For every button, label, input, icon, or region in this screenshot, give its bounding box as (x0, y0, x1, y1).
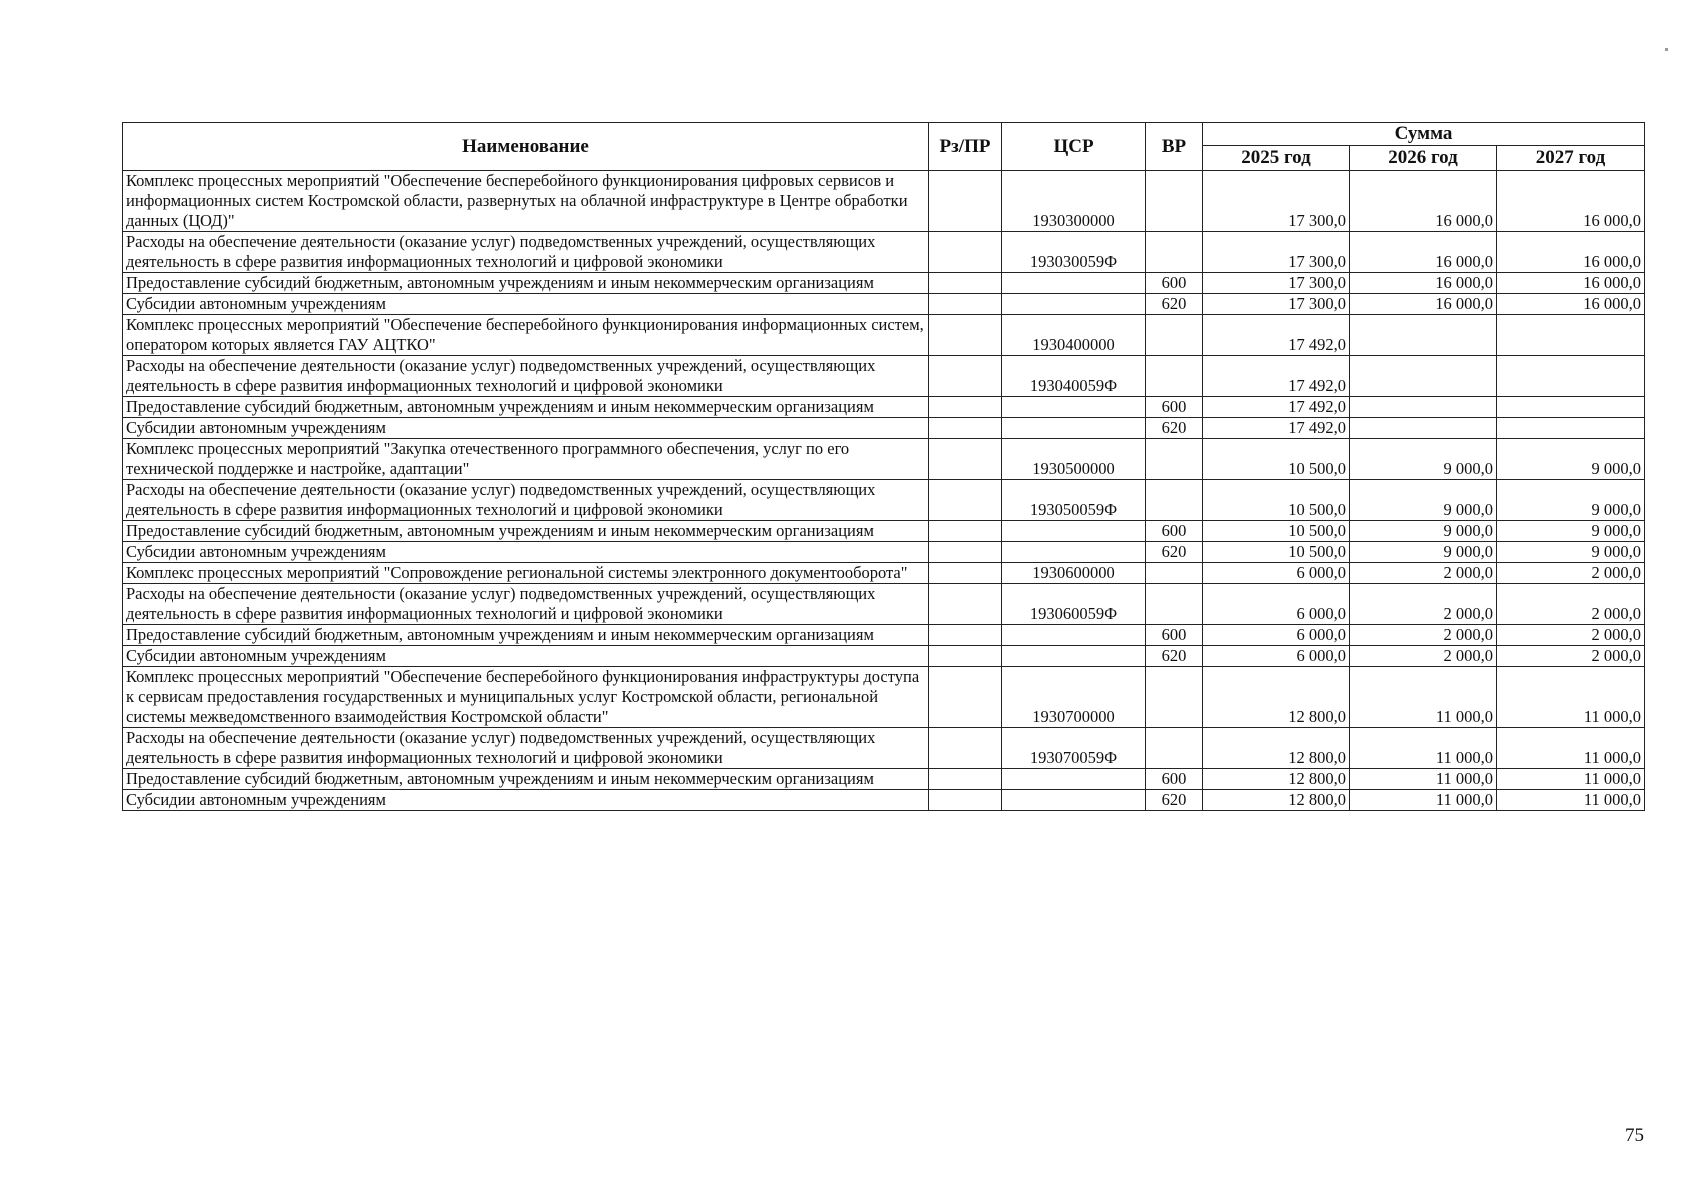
cell-vr: 620 (1146, 294, 1203, 315)
cell-csr (1002, 521, 1146, 542)
cell-2026 (1350, 356, 1497, 397)
table-row (123, 542, 1645, 563)
cell-2027: 16 000,0 (1497, 232, 1645, 273)
cell-2026: 11 000,0 (1350, 769, 1497, 790)
cell-name: Комплекс процессных мероприятий "Обеспечение бесперебойного функционирования цифровых сервисов и информационных систем Костромской области, развернутых на облачной инфраструктуре в Центре обработки данных (ЦОД)" (123, 171, 929, 232)
cell-2027 (1497, 397, 1645, 418)
table-row (123, 315, 1645, 356)
cell-rzpr (929, 769, 1002, 790)
cell-vr (1146, 480, 1203, 521)
cell-name: Расходы на обеспечение деятельности (оказание услуг) подведомственных учреждений, осуществляющих деятельность в сфере развития информационных технологий и цифровой экономики (123, 728, 929, 769)
cell-2025: 10 500,0 (1203, 439, 1350, 480)
cell-2025: 17 492,0 (1203, 315, 1350, 356)
cell-name: Предоставление субсидий бюджетным, автономным учреждениям и иным некоммерческим организациям (123, 769, 929, 790)
cell-vr (1146, 728, 1203, 769)
cell-vr: 600 (1146, 397, 1203, 418)
cell-2027: 11 000,0 (1497, 667, 1645, 728)
cell-2026: 9 000,0 (1350, 439, 1497, 480)
cell-name: Субсидии автономным учреждениям (123, 418, 929, 439)
table-row (123, 646, 1645, 667)
header-year-2025: 2025 год (1203, 146, 1350, 171)
cell-2026: 2 000,0 (1350, 625, 1497, 646)
table-row (123, 273, 1645, 294)
cell-2025: 17 300,0 (1203, 273, 1350, 294)
cell-2027: 16 000,0 (1497, 171, 1645, 232)
cell-name: Предоставление субсидий бюджетным, автономным учреждениям и иным некоммерческим организациям (123, 625, 929, 646)
cell-csr: 193030059Ф (1002, 232, 1146, 273)
cell-2027: 2 000,0 (1497, 563, 1645, 584)
cell-csr: 1930700000 (1002, 667, 1146, 728)
cell-rzpr (929, 625, 1002, 646)
table-row (123, 728, 1645, 769)
cell-name: Предоставление субсидий бюджетным, автономным учреждениям и иным некоммерческим организациям (123, 273, 929, 294)
cell-csr: 1930500000 (1002, 439, 1146, 480)
cell-2027: 11 000,0 (1497, 790, 1645, 811)
cell-2025: 17 492,0 (1203, 397, 1350, 418)
cell-2027: 9 000,0 (1497, 542, 1645, 563)
table-row (123, 294, 1645, 315)
table-row (123, 232, 1645, 273)
cell-name: Предоставление субсидий бюджетным, автономным учреждениям и иным некоммерческим организациям (123, 397, 929, 418)
cell-2025: 17 492,0 (1203, 356, 1350, 397)
cell-2026: 9 000,0 (1350, 521, 1497, 542)
cell-name: Комплекс процессных мероприятий "Обеспечение бесперебойного функционирования информационных систем, оператором которых является ГАУ АЦТКО" (123, 315, 929, 356)
cell-2027: 9 000,0 (1497, 439, 1645, 480)
table-row (123, 418, 1645, 439)
cell-2025: 6 000,0 (1203, 584, 1350, 625)
header-year-2027: 2027 год (1497, 146, 1645, 171)
scan-dot (1665, 48, 1668, 51)
cell-vr (1146, 667, 1203, 728)
cell-2025: 10 500,0 (1203, 521, 1350, 542)
cell-name: Расходы на обеспечение деятельности (оказание услуг) подведомственных учреждений, осуществляющих деятельность в сфере развития информационных технологий и цифровой экономики (123, 480, 929, 521)
table-row (123, 584, 1645, 625)
cell-csr: 193040059Ф (1002, 356, 1146, 397)
cell-2026: 9 000,0 (1350, 480, 1497, 521)
cell-2026: 11 000,0 (1350, 790, 1497, 811)
cell-2026: 16 000,0 (1350, 171, 1497, 232)
cell-name: Субсидии автономным учреждениям (123, 294, 929, 315)
cell-2025: 10 500,0 (1203, 480, 1350, 521)
cell-csr: 1930300000 (1002, 171, 1146, 232)
table-row (123, 480, 1645, 521)
cell-rzpr (929, 521, 1002, 542)
cell-2027: 9 000,0 (1497, 521, 1645, 542)
cell-csr (1002, 790, 1146, 811)
cell-name: Комплекс процессных мероприятий "Сопровождение региональной системы электронного документооборота" (123, 563, 929, 584)
cell-name: Субсидии автономным учреждениям (123, 646, 929, 667)
cell-2027 (1497, 418, 1645, 439)
cell-name: Комплекс процессных мероприятий "Закупка отечественного программного обеспечения, услуг по его технической поддержке и настройке, адаптации" (123, 439, 929, 480)
table-row (123, 397, 1645, 418)
cell-rzpr (929, 646, 1002, 667)
table-row (123, 563, 1645, 584)
page-number: 75 (1625, 1125, 1644, 1146)
cell-rzpr (929, 294, 1002, 315)
cell-2027: 2 000,0 (1497, 646, 1645, 667)
table-row (123, 171, 1645, 232)
cell-vr (1146, 563, 1203, 584)
cell-2025: 6 000,0 (1203, 646, 1350, 667)
cell-vr (1146, 439, 1203, 480)
header-name: Наименование (123, 123, 929, 171)
cell-rzpr (929, 273, 1002, 294)
cell-vr (1146, 171, 1203, 232)
cell-2027: 16 000,0 (1497, 273, 1645, 294)
cell-csr: 193060059Ф (1002, 584, 1146, 625)
table-header (123, 123, 1645, 171)
cell-rzpr (929, 480, 1002, 521)
header-sum: Сумма (1203, 123, 1645, 146)
cell-rzpr (929, 232, 1002, 273)
cell-csr (1002, 646, 1146, 667)
table-row (123, 439, 1645, 480)
cell-csr (1002, 273, 1146, 294)
cell-2025: 6 000,0 (1203, 625, 1350, 646)
cell-rzpr (929, 542, 1002, 563)
cell-rzpr (929, 356, 1002, 397)
cell-2026 (1350, 397, 1497, 418)
cell-vr: 620 (1146, 790, 1203, 811)
cell-rzpr (929, 439, 1002, 480)
cell-2027: 11 000,0 (1497, 769, 1645, 790)
cell-csr: 1930400000 (1002, 315, 1146, 356)
cell-csr (1002, 397, 1146, 418)
cell-2027: 11 000,0 (1497, 728, 1645, 769)
table-row (123, 790, 1645, 811)
cell-2026: 2 000,0 (1350, 646, 1497, 667)
cell-2025: 17 300,0 (1203, 171, 1350, 232)
cell-2026: 11 000,0 (1350, 728, 1497, 769)
cell-csr (1002, 418, 1146, 439)
header-vr: ВР (1146, 123, 1203, 171)
cell-vr: 600 (1146, 273, 1203, 294)
cell-csr: 193050059Ф (1002, 480, 1146, 521)
cell-2027: 16 000,0 (1497, 294, 1645, 315)
cell-2025: 17 300,0 (1203, 232, 1350, 273)
table-row (123, 521, 1645, 542)
cell-2026 (1350, 418, 1497, 439)
table-row (123, 667, 1645, 728)
cell-rzpr (929, 728, 1002, 769)
cell-2027 (1497, 315, 1645, 356)
cell-csr (1002, 294, 1146, 315)
cell-csr: 1930600000 (1002, 563, 1146, 584)
cell-2025: 10 500,0 (1203, 542, 1350, 563)
cell-vr (1146, 315, 1203, 356)
cell-rzpr (929, 315, 1002, 356)
cell-rzpr (929, 667, 1002, 728)
cell-csr (1002, 542, 1146, 563)
cell-rzpr (929, 171, 1002, 232)
cell-2025: 6 000,0 (1203, 563, 1350, 584)
cell-2025: 17 300,0 (1203, 294, 1350, 315)
cell-name: Предоставление субсидий бюджетным, автономным учреждениям и иным некоммерческим организациям (123, 521, 929, 542)
cell-2027 (1497, 356, 1645, 397)
cell-rzpr (929, 418, 1002, 439)
cell-2026: 2 000,0 (1350, 563, 1497, 584)
cell-name: Субсидии автономным учреждениям (123, 790, 929, 811)
cell-csr: 193070059Ф (1002, 728, 1146, 769)
cell-csr (1002, 769, 1146, 790)
cell-csr (1002, 625, 1146, 646)
cell-vr (1146, 232, 1203, 273)
cell-name: Комплекс процессных мероприятий "Обеспечение бесперебойного функционирования инфраструктуры доступа к сервисам предоставления государственных и муниципальных услуг Костромской области, региональной системы межведомственного взаимодействия Костромской области" (123, 667, 929, 728)
cell-vr (1146, 356, 1203, 397)
cell-2026: 11 000,0 (1350, 667, 1497, 728)
cell-2027: 9 000,0 (1497, 480, 1645, 521)
cell-rzpr (929, 584, 1002, 625)
cell-vr (1146, 584, 1203, 625)
cell-2026: 9 000,0 (1350, 542, 1497, 563)
cell-2026: 16 000,0 (1350, 273, 1497, 294)
cell-2026: 2 000,0 (1350, 584, 1497, 625)
cell-rzpr (929, 397, 1002, 418)
header-csr: ЦСР (1002, 123, 1146, 171)
table-row (123, 769, 1645, 790)
cell-2026 (1350, 315, 1497, 356)
cell-vr: 620 (1146, 646, 1203, 667)
cell-2027: 2 000,0 (1497, 625, 1645, 646)
cell-2025: 12 800,0 (1203, 667, 1350, 728)
cell-vr: 620 (1146, 542, 1203, 563)
header-rzpr: Рз/ПР (929, 123, 1002, 171)
cell-name: Расходы на обеспечение деятельности (оказание услуг) подведомственных учреждений, осуществляющих деятельность в сфере развития информационных технологий и цифровой экономики (123, 232, 929, 273)
cell-name: Расходы на обеспечение деятельности (оказание услуг) подведомственных учреждений, осуществляющих деятельность в сфере развития информационных технологий и цифровой экономики (123, 356, 929, 397)
budget-table (122, 122, 1645, 811)
cell-vr: 600 (1146, 769, 1203, 790)
cell-2026: 16 000,0 (1350, 232, 1497, 273)
cell-rzpr (929, 790, 1002, 811)
cell-rzpr (929, 563, 1002, 584)
table-row (123, 356, 1645, 397)
cell-2025: 17 492,0 (1203, 418, 1350, 439)
cell-2026: 16 000,0 (1350, 294, 1497, 315)
cell-2027: 2 000,0 (1497, 584, 1645, 625)
table-body (123, 171, 1645, 811)
cell-vr: 620 (1146, 418, 1203, 439)
cell-vr: 600 (1146, 625, 1203, 646)
cell-2025: 12 800,0 (1203, 790, 1350, 811)
header-year-2026: 2026 год (1350, 146, 1497, 171)
cell-name: Субсидии автономным учреждениям (123, 542, 929, 563)
table-row (123, 625, 1645, 646)
cell-vr: 600 (1146, 521, 1203, 542)
cell-2025: 12 800,0 (1203, 728, 1350, 769)
cell-name: Расходы на обеспечение деятельности (оказание услуг) подведомственных учреждений, осуществляющих деятельность в сфере развития информационных технологий и цифровой экономики (123, 584, 929, 625)
cell-2025: 12 800,0 (1203, 769, 1350, 790)
